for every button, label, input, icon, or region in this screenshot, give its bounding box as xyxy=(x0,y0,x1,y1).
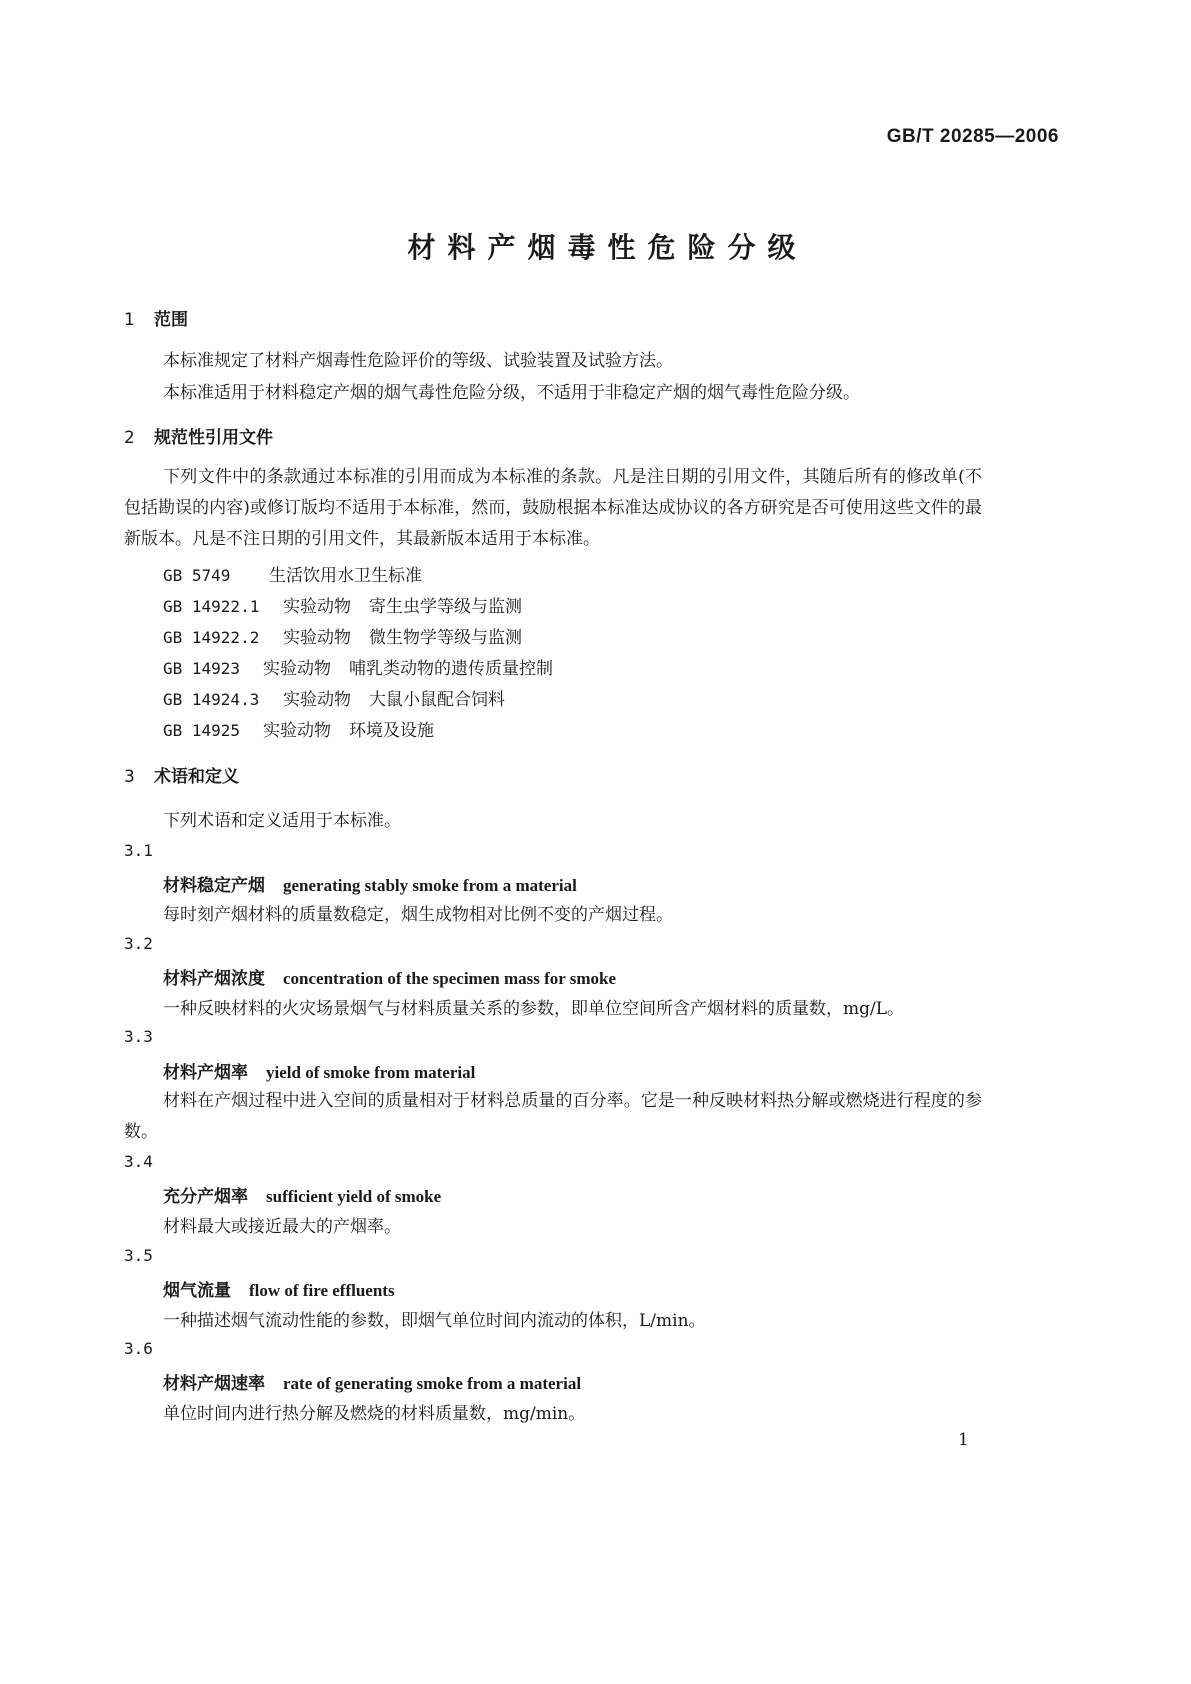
term-heading xyxy=(163,871,577,896)
ref-item xyxy=(163,592,522,617)
ref-title: 大鼠小鼠配合饲料 xyxy=(369,690,505,710)
term-zh: 充分产烟率 xyxy=(163,1187,248,1207)
section-3-heading xyxy=(124,762,239,787)
ref-title: 微生物学等级与监测 xyxy=(369,628,522,648)
section-1-para-2: 本标准适用于材料稳定产烟的烟气毒性危险分级，不适用于非稳定产烟的烟气毒性危险分级。 xyxy=(163,383,860,403)
term-heading xyxy=(163,1276,395,1301)
document-number: GB/T 20285—2006 xyxy=(886,126,1059,147)
section-title: 规范性引用文件 xyxy=(154,428,273,448)
term-number: 3.3 xyxy=(124,1027,153,1046)
ref-code: GB 5749 xyxy=(163,566,231,585)
ref-code: GB 14925 xyxy=(163,721,241,740)
term-zh: 烟气流量 xyxy=(163,1281,231,1301)
term-definition: 每时刻产烟材料的质量数稳定，烟生成物相对比例不变的产烟过程。 xyxy=(163,905,673,925)
ref-item xyxy=(163,685,505,710)
ref-item xyxy=(163,623,522,648)
term-en: rate of generating smoke from a material xyxy=(283,1374,582,1393)
document-title: 材料产烟毒性危险分级 xyxy=(407,231,808,264)
section-3-intro: 下列术语和定义适用于本标准。 xyxy=(163,811,401,831)
section-number: 3 xyxy=(124,767,135,787)
ref-code: GB 14922.1 xyxy=(163,597,260,616)
term-definition: 一种描述烟气流动性能的参数，即烟气单位时间内流动的体积，L/min。 xyxy=(163,1311,706,1331)
section-number: 1 xyxy=(124,310,135,330)
ref-code: GB 14923 xyxy=(163,659,241,678)
ref-item xyxy=(163,561,422,586)
term-zh: 材料稳定产烟 xyxy=(163,876,265,896)
term-en: yield of smoke from material xyxy=(266,1063,476,1082)
term-zh: 材料产烟率 xyxy=(163,1063,248,1083)
term-number: 3.5 xyxy=(124,1246,153,1265)
ref-code: GB 14922.2 xyxy=(163,628,260,647)
term-en: flow of fire effluents xyxy=(249,1281,395,1300)
section-title: 术语和定义 xyxy=(154,767,239,787)
ref-title: 实验动物 xyxy=(283,597,351,617)
term-heading xyxy=(163,1182,441,1207)
term-number: 3.6 xyxy=(124,1339,153,1358)
term-definition: 材料最大或接近最大的产烟率。 xyxy=(163,1217,401,1237)
section-number: 2 xyxy=(124,428,135,448)
term-definition: 一种反映材料的火灾场景烟气与材料质量关系的参数，即单位空间所含产烟材料的质量数，mg/L。 xyxy=(163,999,905,1019)
page-number: 1 xyxy=(958,1430,969,1450)
ref-code: GB 14924.3 xyxy=(163,690,260,709)
section-1-para-1: 本标准规定了材料产烟毒性危险评价的等级、试验装置及试验方法。 xyxy=(163,351,673,371)
term-number: 3.4 xyxy=(124,1152,153,1171)
section-1-heading xyxy=(124,305,188,330)
ref-item xyxy=(163,654,553,679)
term-en: sufficient yield of smoke xyxy=(266,1187,442,1206)
section-2-heading xyxy=(124,423,273,448)
term-zh: 材料产烟速率 xyxy=(163,1374,265,1394)
ref-title: 实验动物 xyxy=(283,690,351,710)
term-heading xyxy=(163,1058,475,1083)
ref-title: 生活饮用水卫生标准 xyxy=(269,566,422,586)
term-en: generating stably smoke from a material xyxy=(283,876,577,895)
term-definition: 材料在产烟过程中进入空间的质量相对于材料总质量的百分率。它是一种反映材料热分解或燃烧进行程度的参数。 xyxy=(124,1091,982,1142)
section-2-intro: 下列文件中的条款通过本标准的引用而成为本标准的条款。凡是注日期的引用文件，其随后所有的修改单(不包括勘误的内容)或修订版均不适用于本标准，然而，鼓励根据本标准达成协议的各方研究是否可使用这些文件的最新版本。凡是不注日期的引用文件，其最新版本适用于本标准。 xyxy=(124,467,982,549)
term-zh: 材料产烟浓度 xyxy=(163,969,265,989)
term-heading xyxy=(163,1369,581,1394)
term-number: 3.2 xyxy=(124,934,153,953)
section-title: 范围 xyxy=(154,310,188,330)
ref-title: 寄生虫学等级与监测 xyxy=(369,597,522,617)
ref-item xyxy=(163,716,434,741)
term-number: 3.1 xyxy=(124,841,153,860)
term-heading xyxy=(163,964,616,989)
ref-title: 环境及设施 xyxy=(349,721,434,741)
ref-title: 实验动物 xyxy=(263,721,331,741)
ref-title: 实验动物 xyxy=(283,628,351,648)
term-en: concentration of the specimen mass for smoke xyxy=(283,969,617,988)
ref-title: 实验动物 xyxy=(263,659,331,679)
term-definition: 单位时间内进行热分解及燃烧的材料质量数，mg/min。 xyxy=(163,1404,586,1424)
ref-title: 哺乳类动物的遗传质量控制 xyxy=(349,659,553,679)
